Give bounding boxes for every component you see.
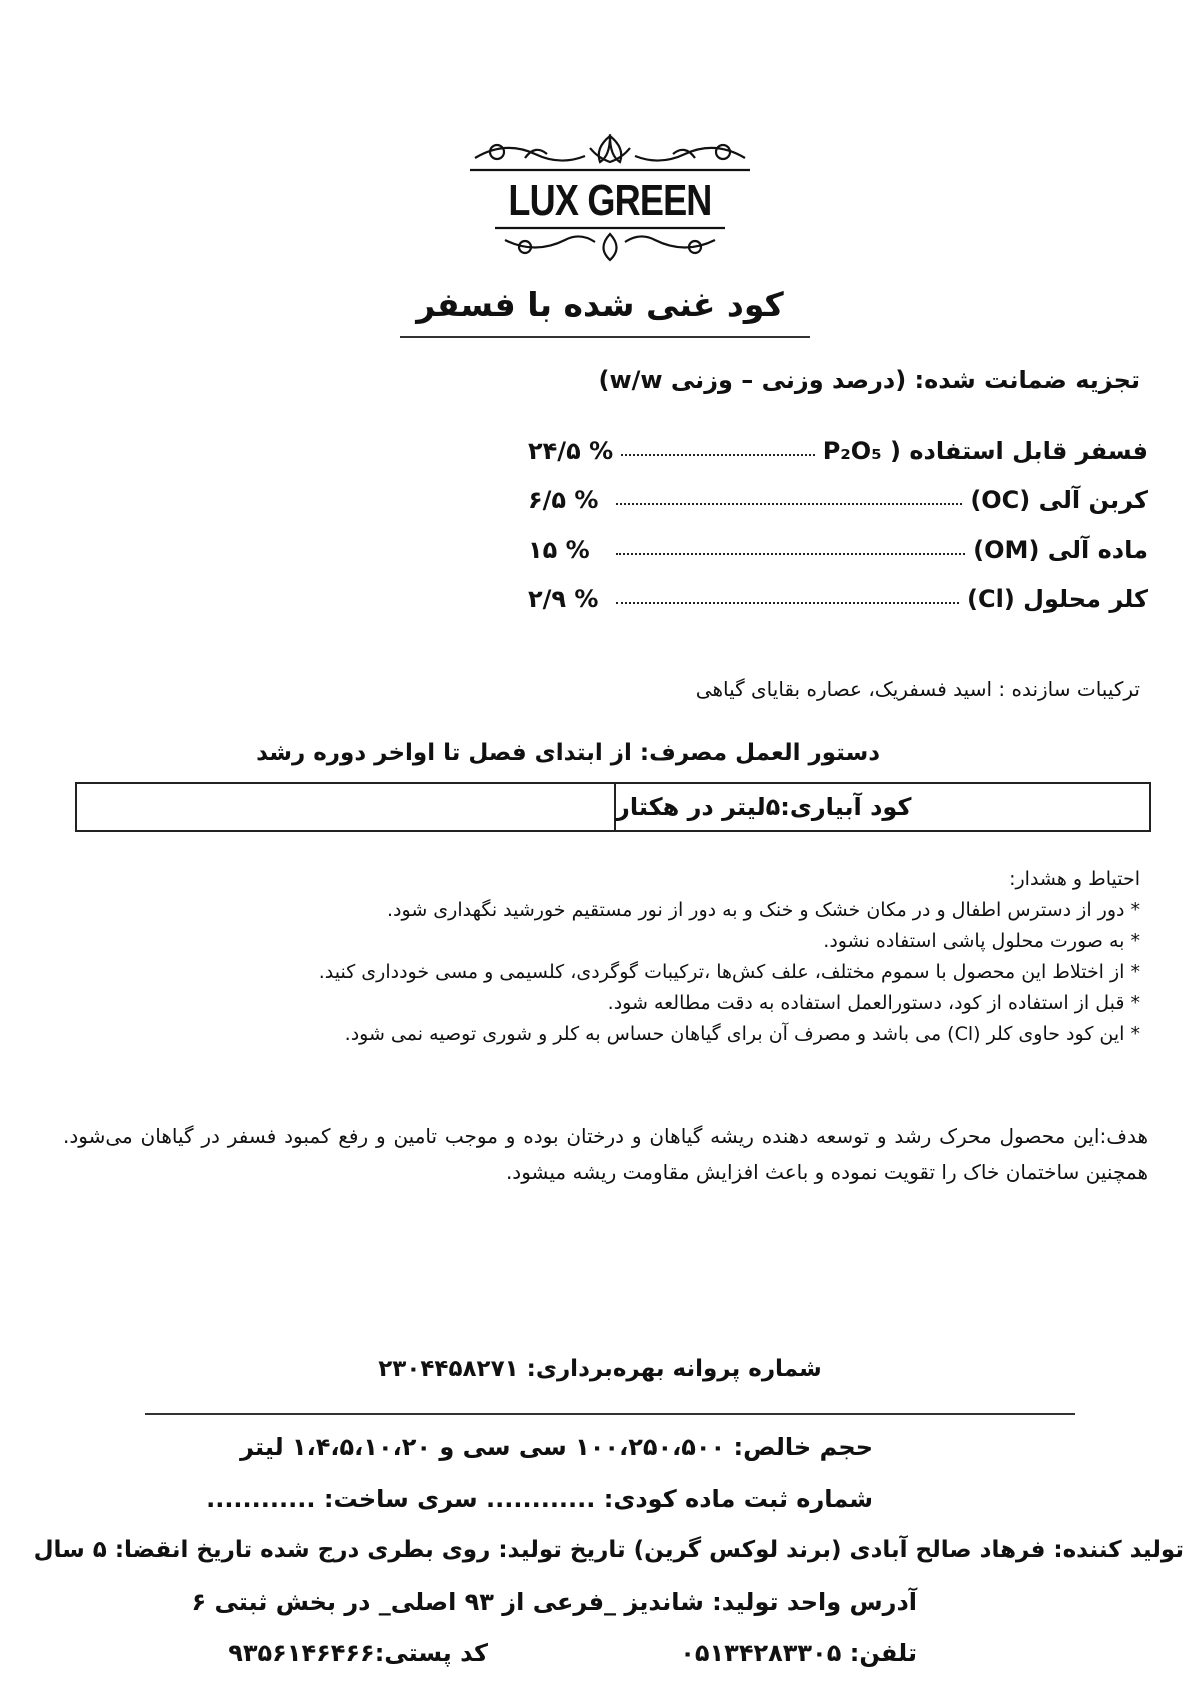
- product-title: کود غنی شده با فسفر: [416, 285, 784, 324]
- analysis-label: فسفر قابل استفاده ( P₂O₅: [822, 437, 1148, 465]
- analysis-value: % ۲/۹: [528, 585, 599, 613]
- ingredients-text: ترکیبات سازنده : اسید فسفریک، عصاره بقایای گیاهی: [695, 677, 1140, 701]
- caution-heading: احتیاط و هشدار:: [1009, 868, 1140, 890]
- license-number: شماره پروانه بهره‌برداری: ۲۳۰۴۴۵۸۲۷۱: [378, 1356, 822, 1382]
- analysis-label: کلر محلول (Cl): [967, 585, 1148, 613]
- analysis-row: [528, 476, 1148, 514]
- analysis-value: % ۶/۵: [528, 486, 599, 514]
- title-divider: [400, 336, 810, 338]
- production-address: آدرس واحد تولید: شاندیز _فرعی از ۹۳ اصلی_ در بخش ثبتی ۶: [191, 1588, 917, 1616]
- license-divider: [145, 1413, 1075, 1415]
- caution-item: * قبل از استفاده از کود، دستورالعمل استفاده به دقت مطالعه شود.: [607, 992, 1140, 1014]
- dotted-leader: [621, 454, 815, 456]
- goal-paragraph: هدف:این محصول محرک رشد و توسعه دهنده ریشه گیاهان و درختان بوده و موجب تامین و رفع کمبود فسفر در گیاهان می‌شود. همچنین ساختمان خاک را تقویت نموده و باعث افزایش مقاومت ریشه میشود.: [63, 1124, 1148, 1184]
- usage-cell-empty: [77, 784, 614, 830]
- producer-info: تولید کننده: فرهاد صالح آبادی (برند لوکس گرین) تاریخ تولید: روی بطری درج شده تاریخ انقضا: ۵ سال: [33, 1537, 1184, 1563]
- analysis-row: [528, 526, 1148, 564]
- usage-cell-rate: کود آبیاری:۵لیتر در هکتار: [614, 784, 1149, 830]
- caution-item: * دور از دسترس اطفال و در مکان خشک و خنک و به دور از نور مستقیم خورشید نگهداری شود.: [387, 899, 1140, 921]
- usage-table: [75, 782, 1151, 832]
- net-volume: حجم خالص: ۱۰۰،۲۵۰،۵۰۰ سی سی و ۱،۴،۵،۱۰،۲۰ لیتر: [240, 1433, 873, 1461]
- analysis-value: % ۲۴/۵: [528, 437, 614, 465]
- postal-code: کد پستی:۹۳۵۶۱۴۶۴۶۶: [228, 1639, 488, 1667]
- instructions-heading: دستور العمل مصرف: از ابتدای فصل تا اواخر دوره رشد: [256, 740, 880, 766]
- analysis-label: کربن آلی (OC): [970, 486, 1148, 514]
- analysis-value: % ۱۵: [528, 536, 590, 564]
- analysis-row: [528, 575, 1148, 613]
- analysis-label: ماده آلی (OM): [973, 536, 1148, 564]
- registration-number: شماره ثبت ماده کودی: ............ سری ساخت: ............: [206, 1485, 873, 1513]
- phone-number: تلفن: ۰۵۱۳۴۲۸۳۳۰۵: [680, 1639, 917, 1667]
- brand-name: LUX GREEN: [508, 176, 712, 225]
- dotted-leader: [616, 503, 962, 505]
- caution-item: * این کود حاوی کلر (Cl) می باشد و مصرف آن برای گیاهان حساس به کلر و شوری توصیه نمی شود.: [344, 1023, 1140, 1045]
- analysis-row: [528, 427, 1148, 465]
- brand-logo: [465, 130, 755, 270]
- caution-item: * به صورت محلول پاشی استفاده نشود.: [823, 930, 1140, 952]
- dotted-leader: [616, 553, 965, 555]
- caution-item: * از اختلاط این محصول با سموم مختلف، علف کش‌ها ،ترکیبات گوگردی، کلسیمی و مسی خودداری کنید.: [318, 961, 1140, 983]
- analysis-heading: تجزیه ضمانت شده: (درصد وزنی – وزنی w/w): [598, 366, 1140, 394]
- caution-section: [60, 864, 1140, 1050]
- dotted-leader: [616, 602, 959, 604]
